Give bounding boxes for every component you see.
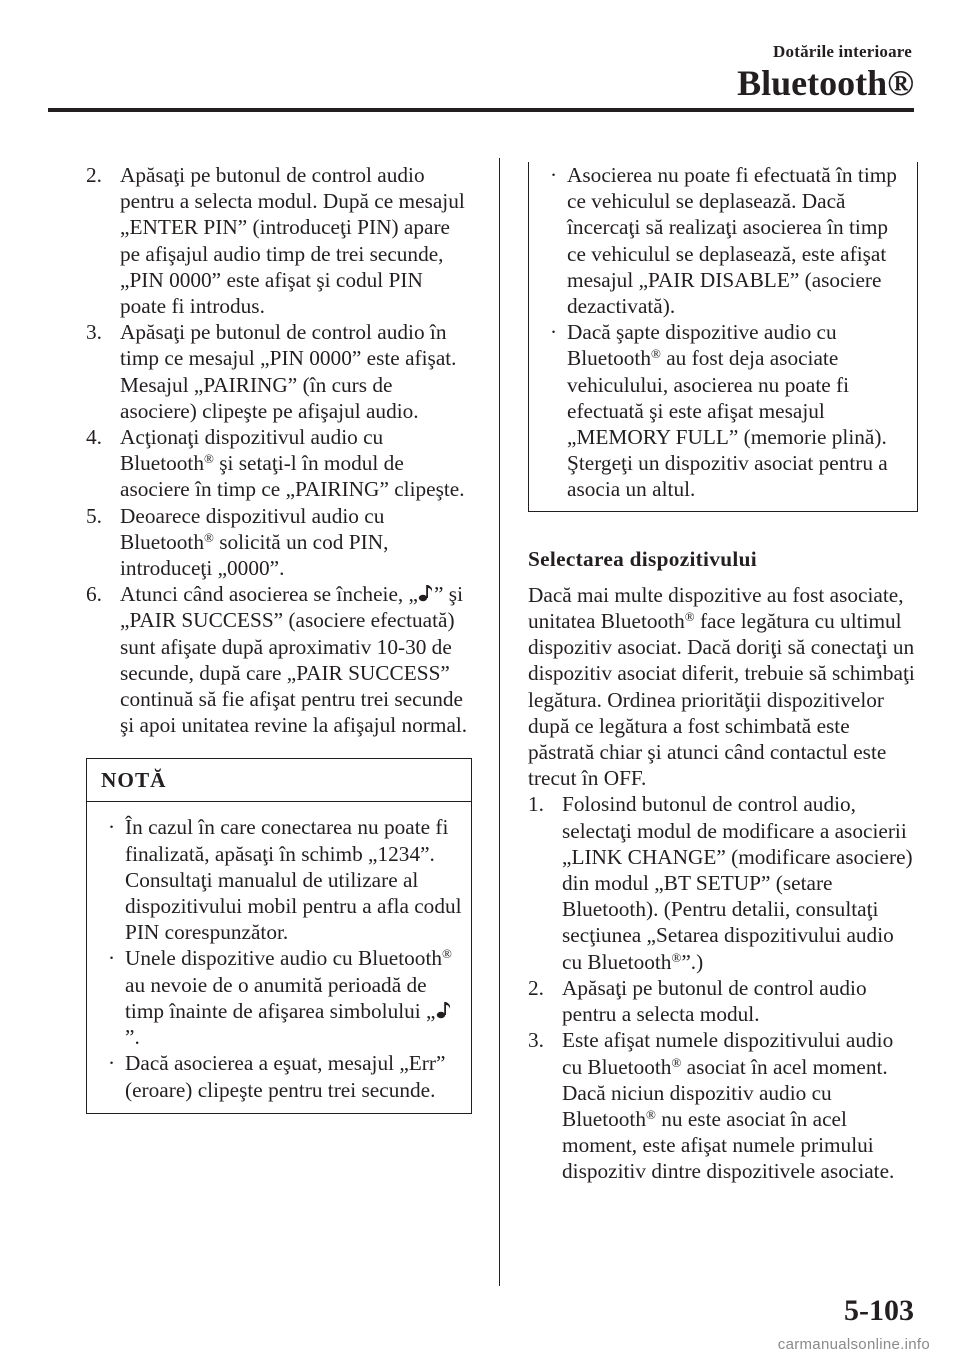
intro-paragraph [528, 582, 918, 792]
note-bullet-5 [543, 319, 909, 502]
step-text: solicită un cod PIN, introduceţi „0000”. [120, 529, 389, 581]
select-step-1 [528, 791, 918, 974]
bullet-icon: · [108, 946, 116, 971]
section-title: Selectarea dispozitivului [528, 546, 757, 571]
step-text: nu este asociat în acel moment, este afişat numele primului dispozitiv dintre dispozitivele asociate. [562, 1106, 895, 1184]
step-5 [86, 503, 472, 582]
left-column [86, 162, 472, 1114]
bullet-text: au fost deja asociate vehiculului, asocierea nu poate fi efectuată şi este afişat mesajul „MEMORY FULL” (memorie plină). Ştergeţi un dispozitiv asociat pentru a asocia un altul. [567, 346, 888, 502]
registered-mark: ® [671, 949, 682, 965]
music-note-icon [418, 583, 434, 603]
registered-mark: ® [204, 451, 214, 467]
bullet-icon: · [108, 815, 116, 840]
header-subtitle: Dotările interioare [773, 42, 912, 61]
bullet-icon: · [108, 1051, 116, 1076]
watermark: carmanualsonline.info [777, 1336, 930, 1353]
step-number: 1. [528, 792, 544, 817]
step-number: 3. [528, 1028, 544, 1053]
step-6 [86, 581, 472, 738]
note-box-continued [528, 162, 918, 512]
step-text: Deoarece dispozitivul audio cu Bluetooth [120, 503, 385, 554]
bullet-icon: · [550, 163, 558, 187]
step-number: 5. [86, 503, 102, 528]
bullet-text: În cazul în care conectarea nu poate fi finalizată, apăsaţi în schimb „1234”. Consultaţi manualul de utilizare al dispozitivului mobil pentru a afla codul PIN corespunzător. [125, 815, 462, 945]
registered-mark: ® [204, 529, 214, 545]
bullet-icon: · [550, 320, 558, 345]
registered-mark: ® [442, 946, 452, 962]
step-text: Acţionaţi dispozitivul audio cu Bluetooth [120, 425, 384, 476]
step-text: Apăsaţi pe butonul de control audio în timp ce mesajul „PIN 0000” este afişat. Mesajul „PAIRING” (în curs de asociere) clipeşte pe afişajul audio. [120, 320, 457, 423]
note-body [87, 802, 471, 1112]
page-number: 5-103 [844, 1294, 914, 1327]
select-step-3 [528, 1027, 918, 1184]
note-heading: NOTĂ [87, 759, 471, 802]
step-text: Apăsaţi pe butonul de control audio pentru a selecta modul. După ce mesajul „ENTER PIN” (introduceţi PIN) apare pe afişajul audio timp de trei secunde, „PIN 0000” este afişat şi codul PIN poate fi introdus. [120, 163, 465, 319]
bullet-text: Asocierea nu poate fi efectuată în timp ce vehiculul se deplasează. Dacă încercaţi să realizaţi asocierea în timp ce vehiculul se deplasează, este afişat mesajul „PAIR DISABLE” (asociere dezactivată). [567, 163, 897, 319]
registered-mark: ® [671, 1054, 682, 1070]
note-bullet-4 [543, 162, 909, 319]
step-number: 6. [86, 582, 102, 607]
step-number: 2. [528, 975, 544, 1000]
intro-text: Dacă mai multe dispozitive au fost asociate, unitatea Bluetooth [528, 582, 904, 634]
registered-mark: ® [651, 346, 661, 362]
header-title: Bluetooth® [737, 63, 914, 103]
select-step-2 [528, 975, 918, 1027]
step-text: Este afişat numele dispozitivului audio cu Bluetooth [562, 1028, 894, 1079]
bullet-text: Unele dispozitive audio cu Bluetooth [125, 946, 443, 971]
step-text: Folosind butonul de control audio, selectaţi modul de modificare a asocierii „LINK CHANGE” (modificare asociere) din modul „BT SETUP” (setare Bluetooth). (Pentru detalii, consultaţi secţiunea „Setarea dispozitivului audio cu Bluetooth [562, 792, 913, 974]
step-text: Atunci când asocierea se încheie, „ [120, 582, 419, 607]
registered-mark: ® [646, 1106, 656, 1122]
step-number: 4. [86, 425, 102, 450]
note-bullet-3 [101, 1050, 463, 1102]
intro-text: face legătura cu ultimul dispozitiv asociat. Dacă doriţi să conectaţi un dispozitiv asociat diferit, trebuie să schimbaţi legătura. Ordinea priorităţii dispozitivelor după ce legătura a fost schimbată este păstrată chiar şi atunci când contactul este trecut în OFF. [528, 609, 915, 791]
bullet-text: Dacă şapte dispozitive audio cu Bluetooth [567, 320, 837, 371]
note-bullet-2 [101, 945, 463, 1050]
step-text: ” şi „PAIR SUCCESS” (asociere efectuată) sunt afişate după aproximativ 10-30 de secunde, după care „PAIR SUCCESS” continuă să fie afişat pentru trei secunde şi apoi unitatea revine la afişajul normal. [120, 582, 468, 738]
music-note-icon [436, 1000, 452, 1020]
bullet-text: au nevoie de o anumită perioadă de timp înainte de afişarea simbolului „ [125, 972, 436, 1023]
step-3 [86, 319, 472, 424]
note-box [86, 758, 472, 1113]
step-text: ”.) [681, 949, 704, 974]
bullet-text: Dacă asocierea a eşuat, mesajul „Err” (eroare) clipeşte pentru trei secunde. [125, 1051, 446, 1102]
right-column [528, 162, 918, 1185]
step-number: 2. [86, 163, 102, 187]
step-2 [86, 162, 472, 319]
column-divider [499, 158, 500, 1286]
header-rule [48, 108, 914, 112]
note-bullet-1 [101, 814, 463, 945]
step-text: asociat în acel moment. Dacă niciun dispozitiv audio cu Bluetooth [562, 1054, 888, 1131]
registered-mark: ® [684, 609, 695, 625]
step-4 [86, 424, 472, 503]
step-text: Apăsaţi pe butonul de control audio pentru a selecta modul. [562, 975, 867, 1027]
step-text: şi setaţi-l în modul de asociere în timp ce „PAIRING” clipeşte. [120, 451, 465, 502]
step-number: 3. [86, 320, 102, 345]
bullet-text: ”. [125, 1025, 140, 1050]
